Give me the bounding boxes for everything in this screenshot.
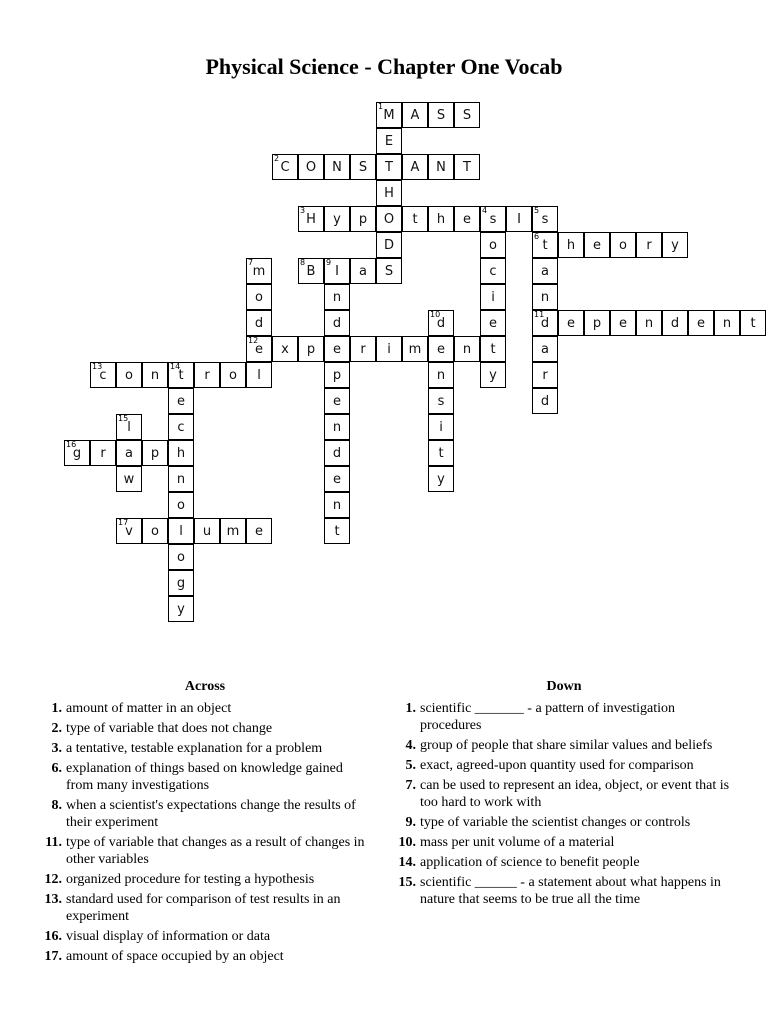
grid-cell[interactable] bbox=[532, 388, 558, 414]
cell-letter: t bbox=[438, 446, 444, 461]
cell-letter: s bbox=[541, 212, 549, 227]
grid-cell[interactable] bbox=[168, 596, 194, 622]
grid-cell[interactable] bbox=[168, 388, 194, 414]
cell-letter: t bbox=[750, 316, 756, 331]
grid-cell[interactable] bbox=[168, 518, 194, 544]
grid-cell[interactable] bbox=[428, 336, 454, 362]
grid-cell[interactable] bbox=[532, 310, 558, 336]
cell-letter: c bbox=[99, 368, 107, 383]
clue-number: 10. bbox=[398, 835, 416, 850]
cell-letter: n bbox=[150, 368, 160, 383]
clue-text: amount of matter in an object bbox=[66, 701, 232, 716]
cell-letter: e bbox=[697, 316, 705, 331]
cell-letter: o bbox=[125, 368, 133, 383]
clue-number: 13 bbox=[92, 362, 103, 371]
cell-letter: O bbox=[305, 160, 317, 175]
grid-cell[interactable] bbox=[688, 310, 714, 336]
clue-number: 17 bbox=[118, 518, 129, 527]
cell-letter: n bbox=[176, 472, 186, 487]
cell-letter: E bbox=[384, 134, 394, 149]
down-clue bbox=[394, 700, 734, 734]
cell-letter: d bbox=[540, 394, 550, 409]
grid-cell[interactable] bbox=[636, 232, 662, 258]
grid-cell[interactable] bbox=[428, 102, 454, 128]
grid-cell[interactable] bbox=[428, 154, 454, 180]
grid-cell[interactable] bbox=[90, 440, 116, 466]
grid-cell[interactable] bbox=[246, 284, 272, 310]
cell-letter: h bbox=[566, 238, 576, 253]
grid-cell[interactable] bbox=[402, 206, 428, 232]
grid-cell[interactable] bbox=[246, 258, 272, 284]
grid-cell[interactable] bbox=[116, 414, 142, 440]
clue-text: when a scientist's expectations change the results of their experiment bbox=[66, 798, 356, 830]
cell-letter: a bbox=[541, 342, 549, 357]
clue-text: can be used to represent an idea, object, or event that is too hard to work with bbox=[420, 778, 730, 810]
grid-cell[interactable] bbox=[610, 310, 636, 336]
cell-letter: e bbox=[333, 472, 341, 487]
cell-letter: r bbox=[646, 238, 652, 253]
grid-cell[interactable] bbox=[324, 388, 350, 414]
across-clue bbox=[40, 700, 370, 717]
cell-letter: e bbox=[463, 212, 471, 227]
cell-letter: y bbox=[437, 472, 445, 487]
grid-cell[interactable] bbox=[350, 336, 376, 362]
cell-letter: t bbox=[490, 342, 496, 357]
cell-letter: h bbox=[436, 212, 446, 227]
cell-letter: e bbox=[255, 342, 263, 357]
down-clues bbox=[394, 679, 734, 911]
cell-letter: n bbox=[436, 368, 446, 383]
cell-letter: t bbox=[334, 524, 340, 539]
grid-cell[interactable] bbox=[298, 258, 324, 284]
across-clue bbox=[40, 834, 370, 868]
grid-cell[interactable] bbox=[402, 336, 428, 362]
clue-number: 7. bbox=[405, 778, 416, 793]
cell-letter: n bbox=[722, 316, 732, 331]
across-clue bbox=[40, 740, 370, 757]
grid-cell[interactable] bbox=[350, 206, 376, 232]
clue-text: organized procedure for testing a hypothesis bbox=[66, 872, 315, 887]
clue-number: 1 bbox=[378, 102, 384, 111]
cell-letter: i bbox=[439, 420, 443, 435]
cell-letter: N bbox=[332, 160, 342, 175]
grid-cell[interactable] bbox=[454, 102, 480, 128]
cell-letter: D bbox=[383, 238, 394, 253]
cell-letter: v bbox=[125, 524, 133, 539]
page-title: Physical Science - Chapter One Vocab bbox=[205, 54, 563, 79]
cell-letter: e bbox=[437, 342, 445, 357]
grid-cell[interactable] bbox=[402, 102, 428, 128]
cell-letter: r bbox=[542, 368, 548, 383]
clue-number: 8 bbox=[300, 258, 306, 267]
grid-cell[interactable] bbox=[376, 336, 402, 362]
grid-cell[interactable] bbox=[142, 440, 168, 466]
grid-cell[interactable] bbox=[480, 284, 506, 310]
cell-letter: e bbox=[333, 342, 341, 357]
clue-number: 14 bbox=[170, 362, 181, 371]
grid-cell[interactable] bbox=[376, 206, 402, 232]
cell-letter: p bbox=[332, 368, 342, 383]
clue-text: explanation of things based on knowledge gained from many investigations bbox=[66, 761, 343, 793]
grid-cell[interactable] bbox=[376, 154, 402, 180]
grid-cell[interactable] bbox=[740, 310, 766, 336]
grid-cell[interactable] bbox=[376, 102, 402, 128]
grid-cell[interactable] bbox=[610, 232, 636, 258]
cell-letter: g bbox=[72, 446, 82, 461]
cell-letter: y bbox=[177, 602, 185, 617]
grid-cell[interactable] bbox=[376, 180, 402, 206]
clue-number: 4 bbox=[482, 206, 488, 215]
grid-cell[interactable] bbox=[324, 492, 350, 518]
clue-number: 1. bbox=[405, 701, 416, 716]
cell-letter: H bbox=[384, 186, 394, 201]
cell-letter: r bbox=[204, 368, 210, 383]
clue-text: standard used for comparison of test results in an experiment bbox=[66, 892, 341, 924]
grid-cell[interactable] bbox=[532, 362, 558, 388]
across-clue bbox=[40, 797, 370, 831]
grid-cell[interactable] bbox=[480, 310, 506, 336]
cell-letter: i bbox=[387, 342, 391, 357]
cell-letter: p bbox=[150, 446, 160, 461]
cell-letter: S bbox=[358, 160, 368, 175]
cell-letter: l bbox=[257, 368, 261, 383]
cell-letter: a bbox=[125, 446, 133, 461]
cell-letter: T bbox=[463, 160, 471, 175]
across-clue bbox=[40, 948, 370, 965]
grid-cell[interactable] bbox=[584, 310, 610, 336]
cell-letter: d bbox=[670, 316, 680, 331]
grid-cell[interactable] bbox=[246, 310, 272, 336]
clue-text: type of variable that changes as a result of changes in other variables bbox=[66, 835, 365, 867]
clue-number: 15 bbox=[118, 414, 129, 423]
cell-letter: T bbox=[385, 160, 393, 175]
grid-cell[interactable] bbox=[324, 414, 350, 440]
clue-text: scientific ______ - a statement about what happens in nature that seems to be true all the time bbox=[420, 875, 721, 907]
grid-cell[interactable] bbox=[272, 336, 298, 362]
cell-letter: m bbox=[252, 264, 266, 279]
clue-number: 9. bbox=[405, 815, 416, 830]
grid-cell[interactable] bbox=[324, 336, 350, 362]
grid-cell[interactable] bbox=[168, 440, 194, 466]
cell-letter: t bbox=[412, 212, 418, 227]
cell-letter: c bbox=[177, 420, 185, 435]
down-clue-list bbox=[394, 700, 734, 908]
cell-letter: S bbox=[462, 108, 472, 123]
grid-cell[interactable] bbox=[532, 336, 558, 362]
grid-cell[interactable] bbox=[480, 336, 506, 362]
grid-cell[interactable] bbox=[246, 362, 272, 388]
grid-cell[interactable] bbox=[90, 362, 116, 388]
grid-cell[interactable] bbox=[480, 206, 506, 232]
clue-number: 16 bbox=[66, 440, 77, 449]
grid-cell[interactable] bbox=[324, 440, 350, 466]
grid-cell[interactable] bbox=[324, 310, 350, 336]
clue-number: 3. bbox=[51, 741, 62, 756]
grid-cell[interactable] bbox=[168, 570, 194, 596]
clue-number: 6. bbox=[51, 761, 62, 776]
grid-cell[interactable] bbox=[662, 310, 688, 336]
clue-text: a tentative, testable explanation for a problem bbox=[66, 741, 323, 756]
cell-letter: B bbox=[306, 264, 316, 279]
cell-letter: o bbox=[255, 290, 263, 305]
grid-cell[interactable] bbox=[168, 492, 194, 518]
cell-letter: n bbox=[540, 290, 550, 305]
grid-cell[interactable] bbox=[428, 362, 454, 388]
grid-cell[interactable] bbox=[350, 258, 376, 284]
down-clue bbox=[394, 814, 734, 831]
clue-text: visual display of information or data bbox=[66, 929, 271, 944]
down-heading: Down bbox=[546, 679, 582, 694]
cell-letter: a bbox=[359, 264, 367, 279]
grid-cell[interactable] bbox=[662, 232, 688, 258]
grid-cell[interactable] bbox=[428, 206, 454, 232]
clue-number: 7 bbox=[248, 258, 254, 267]
clue-text: type of variable that does not change bbox=[66, 721, 273, 736]
cell-letter: M bbox=[383, 108, 395, 123]
cell-letter: e bbox=[177, 394, 185, 409]
clue-number: 11. bbox=[45, 835, 62, 850]
cell-letter: y bbox=[671, 238, 679, 253]
cell-letter: n bbox=[332, 290, 342, 305]
cell-letter: t bbox=[178, 368, 184, 383]
cell-letter: O bbox=[383, 212, 395, 227]
down-clue bbox=[394, 757, 734, 774]
clue-number: 11 bbox=[534, 310, 545, 319]
grid-cell[interactable] bbox=[454, 154, 480, 180]
clue-text: exact, agreed-upon quantity used for comparison bbox=[420, 758, 694, 773]
grid-cell[interactable] bbox=[428, 440, 454, 466]
clue-number: 15. bbox=[398, 875, 416, 890]
cell-letter: a bbox=[541, 264, 549, 279]
cell-letter: y bbox=[489, 368, 497, 383]
grid-cell[interactable] bbox=[532, 258, 558, 284]
cell-letter: o bbox=[177, 550, 185, 565]
clue-text: type of variable the scientist changes or controls bbox=[420, 815, 691, 830]
grid-cell[interactable] bbox=[532, 206, 558, 232]
grid-cell[interactable] bbox=[168, 362, 194, 388]
grid-cell[interactable] bbox=[246, 336, 272, 362]
clue-number: 14. bbox=[398, 855, 416, 870]
cell-letter: w bbox=[123, 472, 135, 487]
grid-cell[interactable] bbox=[376, 258, 402, 284]
grid-cell[interactable] bbox=[64, 440, 90, 466]
grid-cell[interactable] bbox=[376, 128, 402, 154]
grid-cell[interactable] bbox=[116, 518, 142, 544]
across-heading: Across bbox=[184, 679, 226, 694]
cell-letter: m bbox=[408, 342, 422, 357]
clue-number: 5. bbox=[405, 758, 416, 773]
cell-letter: C bbox=[280, 160, 290, 175]
down-clue bbox=[394, 737, 734, 754]
grid-cell[interactable] bbox=[324, 206, 350, 232]
clue-number: 2. bbox=[51, 721, 62, 736]
cell-letter: d bbox=[332, 316, 342, 331]
grid-cell[interactable] bbox=[402, 154, 428, 180]
cell-letter: s bbox=[489, 212, 497, 227]
clue-number: 10 bbox=[430, 310, 441, 319]
cell-letter: A bbox=[410, 108, 420, 123]
grid-cell[interactable] bbox=[168, 414, 194, 440]
grid-cell[interactable] bbox=[324, 258, 350, 284]
grid-cell[interactable] bbox=[636, 310, 662, 336]
clue-text: group of people that share similar values and beliefs bbox=[420, 738, 713, 753]
clue-text: amount of space occupied by an object bbox=[66, 949, 284, 964]
cell-letter: g bbox=[176, 576, 186, 591]
cell-letter: s bbox=[437, 394, 445, 409]
clue-number: 5 bbox=[534, 206, 540, 215]
grid-cell[interactable] bbox=[714, 310, 740, 336]
cell-letter: n bbox=[462, 342, 472, 357]
grid-cell[interactable] bbox=[454, 206, 480, 232]
cell-letter: e bbox=[333, 394, 341, 409]
clue-text: application of science to benefit people bbox=[420, 855, 640, 870]
grid-cell[interactable] bbox=[376, 232, 402, 258]
grid-cell[interactable] bbox=[168, 466, 194, 492]
across-clue bbox=[40, 891, 370, 925]
across-clue bbox=[40, 871, 370, 888]
clue-number: 17. bbox=[44, 949, 62, 964]
cell-letter: I bbox=[335, 264, 339, 279]
cell-letter: n bbox=[332, 420, 342, 435]
clue-number: 6 bbox=[534, 232, 540, 241]
clue-number: 1. bbox=[51, 701, 62, 716]
grid-cell[interactable] bbox=[350, 154, 376, 180]
grid-cell[interactable] bbox=[272, 154, 298, 180]
cell-letter: o bbox=[489, 238, 497, 253]
down-clue bbox=[394, 874, 734, 908]
grid-cell[interactable] bbox=[324, 518, 350, 544]
cell-letter: r bbox=[100, 446, 106, 461]
grid-cell[interactable] bbox=[246, 518, 272, 544]
cell-letter: e bbox=[255, 524, 263, 539]
grid-cell[interactable] bbox=[558, 232, 584, 258]
across-clue bbox=[40, 928, 370, 945]
grid-cell[interactable] bbox=[428, 466, 454, 492]
grid-cell[interactable] bbox=[116, 440, 142, 466]
grid-cell[interactable] bbox=[194, 362, 220, 388]
clue-number: 2 bbox=[274, 154, 280, 163]
cell-letter: n bbox=[332, 498, 342, 513]
clue-number: 4. bbox=[405, 738, 416, 753]
clue-number: 12 bbox=[248, 336, 259, 345]
grid-cell[interactable] bbox=[428, 310, 454, 336]
cell-letter: d bbox=[540, 316, 550, 331]
grid-cell[interactable] bbox=[584, 232, 610, 258]
clue-number: 8. bbox=[51, 798, 62, 813]
cell-letter: l bbox=[179, 524, 183, 539]
grid-cell[interactable] bbox=[168, 544, 194, 570]
grid-cell[interactable] bbox=[142, 362, 168, 388]
grid-cell[interactable] bbox=[558, 310, 584, 336]
cell-letter: d bbox=[254, 316, 264, 331]
grid-cell[interactable] bbox=[428, 388, 454, 414]
down-clue bbox=[394, 777, 734, 811]
cell-letter: p bbox=[592, 316, 602, 331]
grid-cell[interactable] bbox=[298, 154, 324, 180]
cell-letter: n bbox=[644, 316, 654, 331]
across-clue bbox=[40, 720, 370, 737]
grid-cell[interactable] bbox=[480, 232, 506, 258]
cell-letter: h bbox=[176, 446, 186, 461]
grid-cell[interactable] bbox=[324, 284, 350, 310]
cell-letter: d bbox=[436, 316, 446, 331]
cell-letter: u bbox=[202, 524, 212, 539]
grid-cell[interactable] bbox=[532, 284, 558, 310]
grid-cell[interactable] bbox=[506, 206, 532, 232]
cell-letter: t bbox=[542, 238, 548, 253]
grid-cell[interactable] bbox=[298, 336, 324, 362]
cell-letter: A bbox=[410, 160, 420, 175]
grid-cell[interactable] bbox=[324, 466, 350, 492]
clue-number: 9 bbox=[326, 258, 332, 267]
cell-letter: o bbox=[619, 238, 627, 253]
clue-number: 16. bbox=[44, 929, 62, 944]
clue-number: 3 bbox=[300, 206, 306, 215]
cell-letter: p bbox=[358, 212, 368, 227]
grid-cell[interactable] bbox=[194, 518, 220, 544]
cell-letter: p bbox=[306, 342, 316, 357]
grid-cell[interactable] bbox=[298, 206, 324, 232]
grid-cell[interactable] bbox=[220, 518, 246, 544]
cell-letter: e bbox=[593, 238, 601, 253]
grid-cell[interactable] bbox=[142, 518, 168, 544]
clue-text: mass per unit volume of a material bbox=[420, 835, 615, 850]
grid-cell[interactable] bbox=[454, 336, 480, 362]
cell-letter: e bbox=[567, 316, 575, 331]
down-clue bbox=[394, 854, 734, 871]
cell-letter: o bbox=[151, 524, 159, 539]
grid-cell[interactable] bbox=[220, 362, 246, 388]
grid-cell[interactable] bbox=[324, 154, 350, 180]
cell-letter: N bbox=[436, 160, 446, 175]
grid-cell[interactable] bbox=[116, 362, 142, 388]
cell-letter: m bbox=[226, 524, 240, 539]
across-clue-list bbox=[40, 700, 370, 965]
grid-cell[interactable] bbox=[428, 414, 454, 440]
cell-letter: c bbox=[489, 264, 497, 279]
cell-letter: o bbox=[229, 368, 237, 383]
grid-cell[interactable] bbox=[532, 232, 558, 258]
cell-letter: e bbox=[489, 316, 497, 331]
grid-cell[interactable] bbox=[324, 362, 350, 388]
grid-cell[interactable] bbox=[116, 466, 142, 492]
across-clues bbox=[40, 679, 370, 968]
clue-text: scientific _______ - a pattern of investigation procedures bbox=[420, 701, 676, 733]
cell-letter: S bbox=[436, 108, 446, 123]
cell-letter: S bbox=[384, 264, 394, 279]
cell-letter: I bbox=[517, 212, 521, 227]
grid-cell[interactable] bbox=[480, 362, 506, 388]
cell-letter: r bbox=[360, 342, 366, 357]
cell-letter: H bbox=[306, 212, 316, 227]
cell-letter: x bbox=[281, 342, 289, 357]
down-clue bbox=[394, 834, 734, 851]
clue-number: 12. bbox=[44, 872, 62, 887]
cell-letter: l bbox=[127, 420, 131, 435]
cell-letter: i bbox=[491, 290, 495, 305]
clue-number: 13. bbox=[44, 892, 62, 907]
grid-cell[interactable] bbox=[480, 258, 506, 284]
across-clue bbox=[40, 760, 370, 794]
cell-letter: y bbox=[333, 212, 341, 227]
cell-letter: e bbox=[619, 316, 627, 331]
cell-letter: d bbox=[332, 446, 342, 461]
cell-letter: o bbox=[177, 498, 185, 513]
